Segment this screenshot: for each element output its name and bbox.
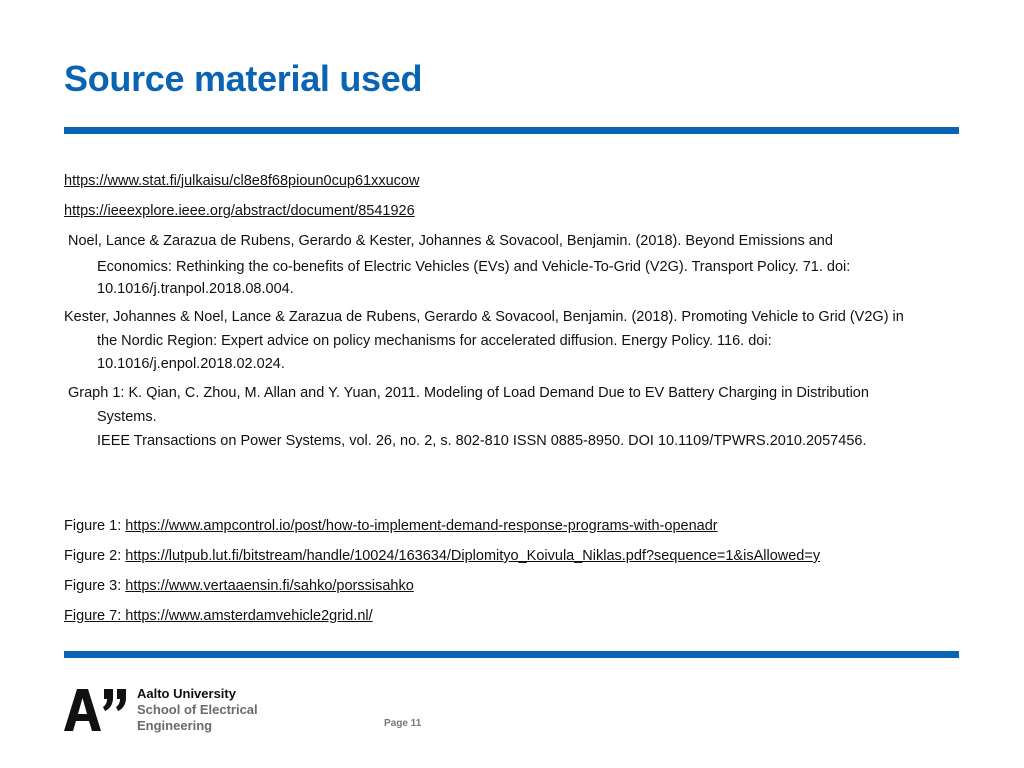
figure-2-source (64, 543, 820, 569)
reference-graph1-line2: Systems. (97, 409, 157, 425)
figure-2-label: Figure 2: (64, 548, 126, 564)
reference-noel-line3: 10.1016/j.tranpol.2018.08.004. (97, 281, 294, 297)
university-line2: School of Electrical (137, 702, 258, 717)
figure-2-link[interactable]: https://lutpub.lut.fi/bitstream/handle/10024/163634/Diplomityo_Koivula_Niklas.pdf?sequence=1&isAllowed=y (125, 548, 821, 564)
source-link-ieee (64, 198, 415, 224)
aalto-logo-icon (64, 689, 130, 731)
page-title: Source material used (64, 58, 423, 99)
university-line3: Engineering (137, 718, 213, 733)
reference-kester-line3: 10.1016/j.enpol.2018.02.024. (97, 356, 285, 372)
figure-1-source (64, 513, 718, 539)
reference-graph1-line1: Graph 1: K. Qian, C. Zhou, M. Allan and Y. Yuan, 2011. Modeling of Load Demand Due to EV Battery Charging in Distribution (68, 385, 869, 401)
reference-graph1-line3: IEEE Transactions on Power Systems, vol. 26, no. 2, s. 802-810 ISSN 0885-8950. DOI 10.1109/TPWRS.2010.2057456. (97, 433, 867, 449)
stat-link[interactable]: https://www.stat.fi/julkaisu/cl8e8f68pioun0cup61xxucow (64, 173, 420, 189)
figure-3-source (64, 573, 414, 599)
ieee-link[interactable]: https://ieeexplore.ieee.org/abstract/document/8541926 (64, 203, 415, 219)
reference-noel-line2: Economics: Rethinking the co-benefits of Electric Vehicles (EVs) and Vehicle-To-Grid (V2G). Transport Policy. 71. doi: (97, 259, 851, 275)
figure-7-label: Figure 7: (64, 608, 126, 624)
figure-1-link[interactable]: https://www.ampcontrol.io/post/how-to-implement-demand-response-programs-with-openadr (125, 518, 718, 534)
source-link-stat (64, 168, 419, 194)
reference-noel-line1: Noel, Lance & Zarazua de Rubens, Gerardo & Kester, Johannes & Sovacool, Benjamin. (2018). Beyond Emissions and (68, 233, 833, 249)
reference-kester-line2: the Nordic Region: Expert advice on policy mechanisms for accelerated diffusion. Energy Policy. 116. doi: (97, 333, 772, 349)
figure-7-link[interactable]: https://www.amsterdamvehicle2grid.nl/ (125, 608, 373, 624)
bottom-divider (64, 651, 959, 658)
university-name (137, 686, 258, 734)
figure-7-source[interactable] (64, 603, 373, 629)
page-number: Page 11 (384, 718, 422, 729)
reference-kester-line1: Kester, Johannes & Noel, Lance & Zarazua de Rubens, Gerardo & Sovacool, Benjamin. (2018). Promoting Vehicle to Grid (V2G) in (64, 309, 904, 325)
figure-1-label: Figure 1: (64, 518, 126, 534)
figure-3-link[interactable]: https://www.vertaaensin.fi/sahko/porssisahko (125, 578, 414, 594)
figure-3-label: Figure 3: (64, 578, 126, 594)
top-divider (64, 127, 959, 134)
university-line1: Aalto University (137, 686, 236, 701)
